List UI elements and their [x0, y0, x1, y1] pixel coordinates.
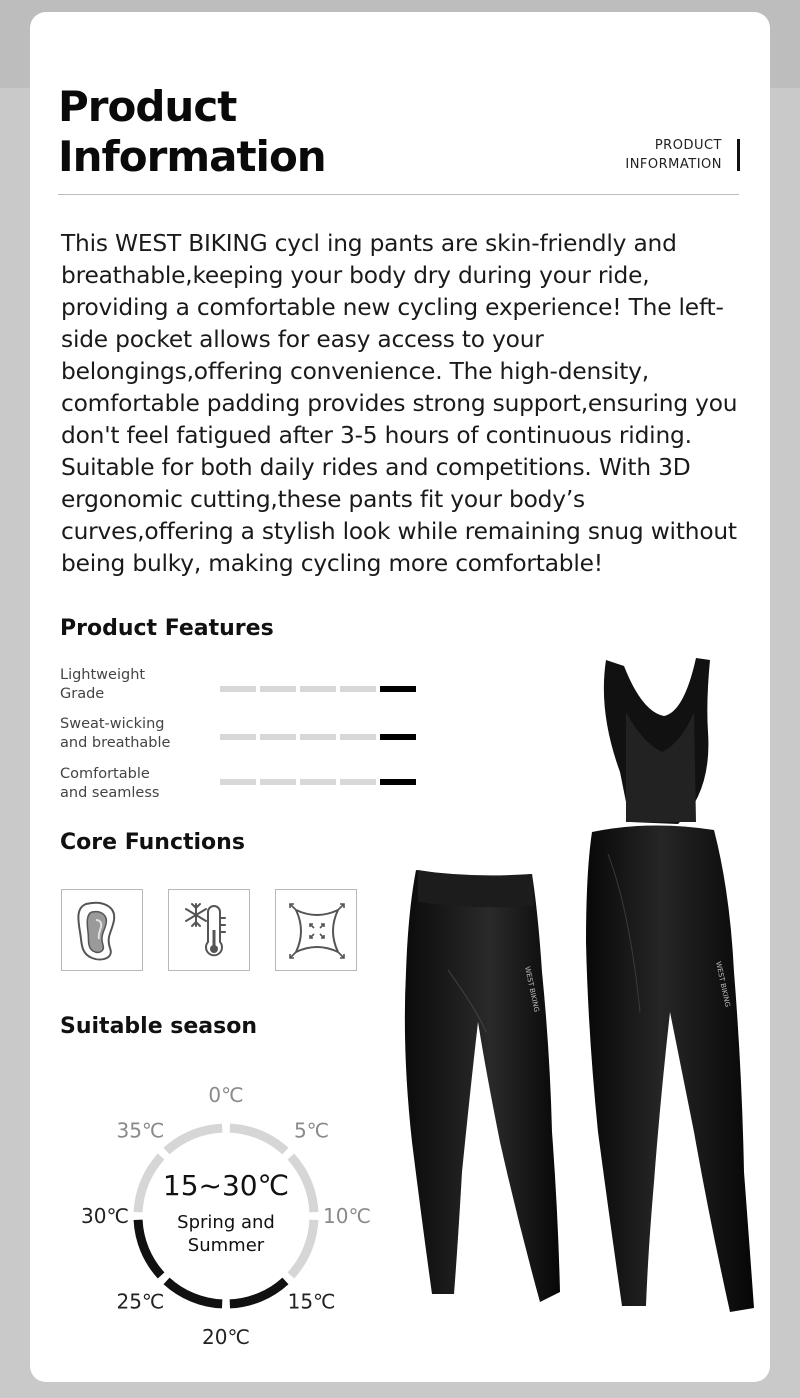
suitable-season-title: Suitable season — [60, 1014, 258, 1039]
tights-product-image — [405, 870, 560, 1302]
feature-label-line1: Comfortable — [60, 766, 150, 782]
core-functions-title: Core Functions — [60, 830, 245, 855]
season-temp-label: 20℃ — [202, 1325, 250, 1349]
season-name-line2: Summer — [187, 1235, 265, 1256]
side-label-line2: INFORMATION — [625, 157, 722, 172]
bib-tights-product-image — [586, 658, 754, 1312]
feature-label-line1: Lightweight — [60, 667, 146, 683]
product-features-title: Product Features — [60, 616, 274, 641]
season-temp-label: 15℃ — [287, 1289, 336, 1314]
page-title-line1: Product — [58, 82, 237, 131]
bib-brand-print: WEST BIKING — [714, 960, 732, 1008]
season-temp-label: 0℃ — [208, 1083, 244, 1107]
feature-label-line2: and breathable — [60, 735, 171, 751]
season-temp-label: 25℃ — [116, 1289, 165, 1314]
feature-label-line1: Sweat-wicking — [60, 716, 165, 732]
season-temp-label: 10℃ — [323, 1204, 371, 1228]
feature-label-line2: and seamless — [60, 785, 160, 801]
product-description: This WEST BIKING cycl ing pants are skin-friendly and breathable,keeping your body dry during your ride, providing a comfortable new cycling experience! The left-side pocket allows for easy access to your belongings,offering convenience. The high-density, comfortable padding provides strong support,ensuring you don't feel fatigued after 3-5 hours of continuous riding. Suitable for both daily rides and competitions. With 3D ergonomic cutting,these pants fit your body’s curves,offering a stylish look while remaining snug without being bulky, making cycling more comfortable! — [61, 230, 738, 577]
season-name-line1: Spring and — [177, 1212, 275, 1233]
season-temp-label: 35℃ — [116, 1118, 165, 1143]
page-title-line2: Information — [58, 132, 326, 181]
feature-label-line2: Grade — [60, 686, 105, 702]
product-info-card — [30, 12, 770, 1382]
tights-brand-print: WEST BIKING — [523, 965, 541, 1013]
season-temp-label: 5℃ — [293, 1118, 330, 1143]
season-range: 15~30℃ — [162, 1169, 290, 1202]
product-image — [30, 12, 770, 1382]
side-label-line1: PRODUCT — [654, 138, 722, 153]
season-temp-label: 30℃ — [81, 1204, 129, 1228]
